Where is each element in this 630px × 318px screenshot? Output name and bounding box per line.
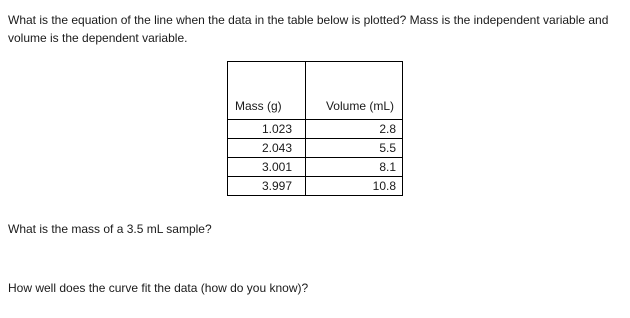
cell-volume: 10.8 <box>306 177 403 196</box>
table-row <box>228 120 403 139</box>
cell-volume: 2.8 <box>306 120 403 139</box>
table-row <box>228 158 403 177</box>
table-row <box>228 139 403 158</box>
table-header-row <box>228 62 403 120</box>
cell-mass: 1.023 <box>228 120 306 139</box>
cell-volume: 5.5 <box>306 139 403 158</box>
cell-volume: 8.1 <box>306 158 403 177</box>
data-table <box>227 61 403 196</box>
question-curve-fit: How well does the curve fit the data (how do you know)? <box>8 281 309 295</box>
table-row <box>228 177 403 196</box>
cell-mass: 3.997 <box>228 177 306 196</box>
question-equation: What is the equation of the line when the data in the table below is plotted? Mass is the independent variable and volume is the dependent variable. <box>8 13 609 45</box>
header-volume: Volume (mL) <box>306 62 403 120</box>
question-mass-of-sample: What is the mass of a 3.5 mL sample? <box>8 222 212 236</box>
cell-mass: 2.043 <box>228 139 306 158</box>
cell-mass: 3.001 <box>228 158 306 177</box>
header-mass: Mass (g) <box>228 62 306 120</box>
